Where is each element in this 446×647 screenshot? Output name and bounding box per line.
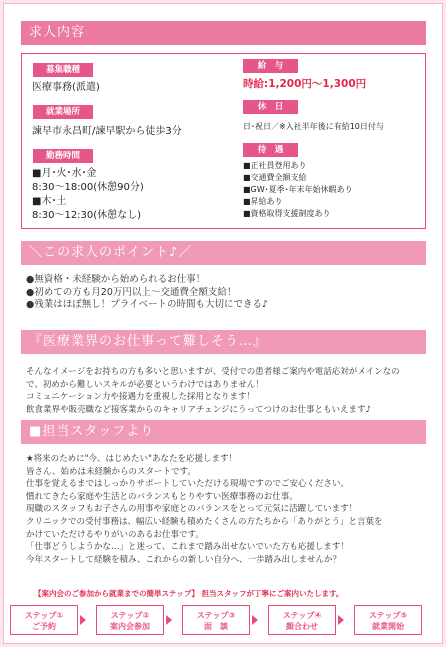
step-info-session[interactable] <box>96 605 164 635</box>
medical-text-line: そんなイメージをお持ちの方も多いと思いますが、受付での患者様ご案内や電話応対がメインなの <box>26 367 400 377</box>
point-item: ●残業はほぼ無し！プライベートの時間も大切にできる♪ <box>26 299 269 310</box>
medical-text <box>26 366 400 416</box>
arrow-right-icon <box>338 615 344 625</box>
holiday-badge: 休 日 <box>243 100 298 114</box>
flow-title: 【案内会のご参加から就業までの簡単ステップ】 担当スタッフが丁寧にご案内いたします。 <box>34 589 344 598</box>
section-title-medical <box>21 330 426 354</box>
hours-line-1: ■月･火･水･金 <box>32 168 97 179</box>
location-value: 諫早市永昌町/諫早駅から徒歩3分 <box>32 126 182 137</box>
location-badge: 就業場所 <box>33 105 93 119</box>
job-type-value: 医療事務(派遣) <box>32 82 100 93</box>
benefit-item: ■資格取得支援制度あり <box>243 209 331 218</box>
staff-text-line: 仕事を覚えるまではしっかりサポートしていただける現場ですのでご安心ください。 <box>26 479 350 490</box>
benefit-item: ■交通費全額支給 <box>243 173 307 182</box>
section-title-text: ＼この求人のポイント♪／ <box>29 245 193 260</box>
arrow-right-icon <box>166 615 172 625</box>
staff-text-line: 「仕事どうしようかな…」と迷って、これまで踏み出せないでいた方も応援します！ <box>26 542 349 553</box>
step-meeting[interactable] <box>268 605 336 635</box>
staff-text-line: 慣れてきたら家庭や生活とのバランスもとりやすい医療事務のお仕事。 <box>26 491 298 502</box>
step-label: 顔合わせ <box>286 622 318 631</box>
medical-text-line: 飲食業界や販売職など接客業からのキャリアチェンジにうってつけのお仕事ともいえます♪ <box>26 404 371 415</box>
medical-text-line: コミュニケーション力や接遇力を重視した採用となります！ <box>26 392 255 403</box>
step-reservation[interactable] <box>10 605 78 635</box>
hours-line-2: 8:30～18:00(休憩90分) <box>32 182 144 193</box>
points-list <box>26 274 268 312</box>
holiday-value: 日･祝日／※入社半年後に有給10日付与 <box>243 122 384 131</box>
step-label: 案内会参加 <box>110 622 150 631</box>
section-title-text: ■担当スタッフより <box>29 424 155 439</box>
arrow-right-icon <box>80 615 86 625</box>
step-number: ステップ④ <box>282 611 322 620</box>
benefit-item: ■昇給あり <box>243 197 283 206</box>
hours-line-3: ■木･土 <box>32 196 67 207</box>
benefits-badge: 待 遇 <box>243 143 298 157</box>
step-label: 就業開始 <box>372 622 404 631</box>
step-label: 面 談 <box>204 622 228 631</box>
salary-badge: 給 与 <box>243 59 298 73</box>
section-title-staff <box>21 420 426 444</box>
step-number: ステップ③ <box>196 611 236 620</box>
section-title-text: 求人内容 <box>29 25 86 40</box>
staff-text-line: 今年スタートして経験を積み、これからの新しい自分へ、一歩踏み出しませんか？ <box>26 554 342 565</box>
step-number: ステップ⑤ <box>368 611 408 620</box>
staff-text-line: かけていただけるやりがいのあるお仕事です。 <box>26 529 204 540</box>
section-title-points <box>21 241 426 265</box>
benefit-item: ■正社員登用あり <box>243 161 307 170</box>
hours-line-4: 8:30～12:30(休憩なし) <box>32 210 142 221</box>
hours-badge: 勤務時間 <box>33 149 93 163</box>
point-item: ●初めての方も月20万円以上～交通費全額支給！ <box>26 286 237 298</box>
step-start-work[interactable] <box>354 605 422 635</box>
step-label: ご予約 <box>32 622 56 631</box>
staff-text-line: ★将来のために"今、はじめたい"あなたを応援します！ <box>26 454 237 464</box>
salary-value: 時給:1,200円～1,300円 <box>243 78 367 90</box>
step-number: ステップ① <box>24 611 64 620</box>
staff-text <box>26 453 383 566</box>
benefit-item: ■GW･夏季･年末年始休暇あり <box>243 185 353 194</box>
step-number: ステップ② <box>110 611 150 620</box>
medical-text-line: で、初めから難しいスキルが必要というわけではありません！ <box>26 379 264 390</box>
step-interview[interactable] <box>182 605 250 635</box>
point-item: ●無資格・未経験から始められるお仕事！ <box>26 274 206 285</box>
staff-text-line: 皆さん、始めは未経験からのスタートです。 <box>26 466 196 477</box>
job-detail-card <box>21 53 426 229</box>
section-title-job-details <box>21 21 426 45</box>
arrow-right-icon <box>252 615 258 625</box>
staff-text-line: 現職のスタッフもお子さんの用事や家庭とのバランスをとって元気に活躍しています！ <box>26 504 358 515</box>
job-type-badge: 募集職種 <box>33 63 93 77</box>
staff-text-line: クリニックでの受付事務は、幅広い経験も積めたくさんの方たちから「ありがとう」と言葉を <box>26 516 383 527</box>
section-title-text: 『医療業界のお仕事って難しそう…』 <box>29 334 268 349</box>
